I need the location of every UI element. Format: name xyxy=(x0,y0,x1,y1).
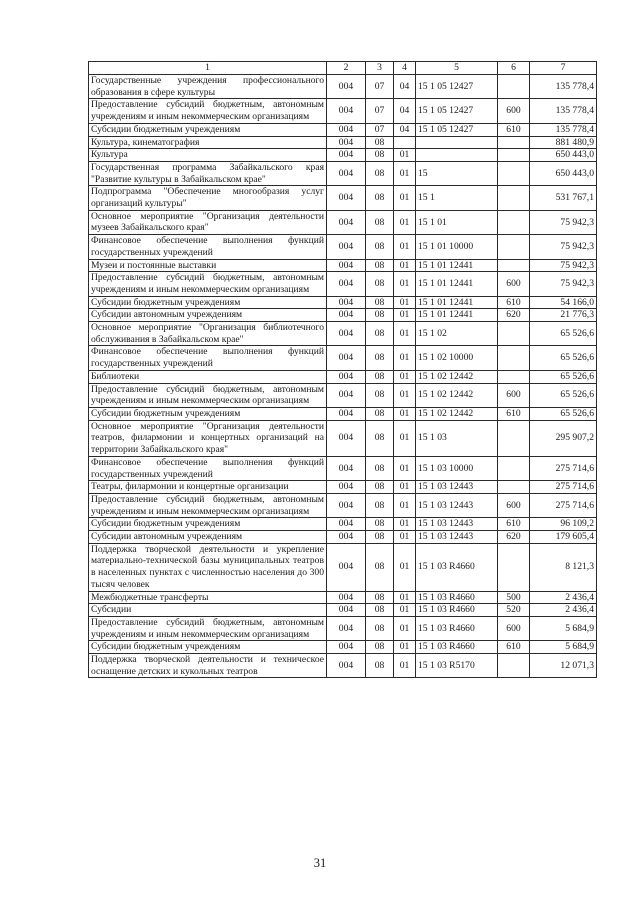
table-row xyxy=(89,604,597,617)
table-row xyxy=(89,272,597,296)
row-section-code: 08 xyxy=(366,149,394,162)
row-amount: 21 776,3 xyxy=(530,309,597,322)
table-row xyxy=(89,383,597,407)
row-amount: 5 684,9 xyxy=(530,641,597,654)
table-row xyxy=(89,518,597,531)
row-name: Основное мероприятие "Организация библиотечного обслуживания в Забайкальском крае" xyxy=(89,322,327,346)
table-body xyxy=(89,75,597,678)
row-expense-type: 610 xyxy=(498,123,530,136)
row-subsection-code: 01 xyxy=(394,259,416,272)
row-subsection-code: 01 xyxy=(394,531,416,544)
row-target-article: 15 1 03 R4660 xyxy=(416,616,498,640)
row-subsection-code: 01 xyxy=(394,604,416,617)
row-target-article: 15 1 02 12442 xyxy=(416,407,498,420)
row-target-article: 15 1 03 R4660 xyxy=(416,591,498,604)
row-subsection-code: 01 xyxy=(394,456,416,480)
row-subsection-code: 01 xyxy=(394,186,416,210)
row-expense-type: 620 xyxy=(498,531,530,544)
row-section-code: 08 xyxy=(366,641,394,654)
row-expense-type xyxy=(498,235,530,259)
table-row xyxy=(89,531,597,544)
row-grbs-code: 004 xyxy=(327,604,366,617)
row-name: Поддержка творческой деятельности и укрепление материально-технической базы муниципальных театров в населенных пунктах с численностью населения до 300 тысяч человек xyxy=(89,543,327,591)
row-subsection-code: 01 xyxy=(394,309,416,322)
page-number: 31 xyxy=(313,856,327,870)
row-subsection-code: 01 xyxy=(394,481,416,494)
table-row xyxy=(89,346,597,370)
header-col-3: 3 xyxy=(366,62,394,75)
row-name: Библиотеки xyxy=(89,370,327,383)
table-row xyxy=(89,407,597,420)
row-expense-type xyxy=(498,322,530,346)
row-amount: 65 526,6 xyxy=(530,346,597,370)
row-name: Субсидии бюджетным учреждениям xyxy=(89,641,327,654)
row-grbs-code: 004 xyxy=(327,259,366,272)
row-amount: 2 436,4 xyxy=(530,604,597,617)
row-subsection-code: 01 xyxy=(394,235,416,259)
row-name: Финансовое обеспечение выполнения функций государственных учреждений xyxy=(89,456,327,480)
row-expense-type xyxy=(498,543,530,591)
row-expense-type xyxy=(498,346,530,370)
row-grbs-code: 004 xyxy=(327,616,366,640)
row-section-code: 08 xyxy=(366,272,394,296)
row-subsection-code: 01 xyxy=(394,493,416,517)
row-target-article: 15 1 xyxy=(416,186,498,210)
row-expense-type: 610 xyxy=(498,296,530,309)
row-section-code: 08 xyxy=(366,383,394,407)
row-section-code: 08 xyxy=(366,136,394,149)
row-section-code: 08 xyxy=(366,161,394,185)
row-section-code: 08 xyxy=(366,322,394,346)
table-row xyxy=(89,309,597,322)
row-subsection-code: 01 xyxy=(394,616,416,640)
row-name: Предоставление субсидий бюджетным, автономным учреждениям и иным некоммерческим организациям xyxy=(89,616,327,640)
table-row xyxy=(89,420,597,456)
row-target-article: 15 1 01 10000 xyxy=(416,235,498,259)
row-target-article: 15 1 03 R4660 xyxy=(416,604,498,617)
row-subsection-code xyxy=(394,136,416,149)
row-amount: 275 714,6 xyxy=(530,481,597,494)
table-row xyxy=(89,235,597,259)
row-grbs-code: 004 xyxy=(327,407,366,420)
row-expense-type xyxy=(498,186,530,210)
row-name: Основное мероприятие "Организация деятельности музеев Забайкальского края" xyxy=(89,210,327,234)
row-section-code: 08 xyxy=(366,296,394,309)
row-amount: 135 778,4 xyxy=(530,123,597,136)
row-name: Субсидии бюджетным учреждениям xyxy=(89,518,327,531)
row-section-code: 08 xyxy=(366,604,394,617)
row-section-code: 08 xyxy=(366,370,394,383)
row-name: Субсидии xyxy=(89,604,327,617)
row-section-code: 08 xyxy=(366,259,394,272)
table-row xyxy=(89,322,597,346)
row-subsection-code: 01 xyxy=(394,383,416,407)
row-expense-type: 610 xyxy=(498,641,530,654)
row-target-article: 15 1 03 10000 xyxy=(416,456,498,480)
row-target-article: 15 1 03 12443 xyxy=(416,518,498,531)
row-target-article: 15 1 05 12427 xyxy=(416,75,498,99)
row-subsection-code: 04 xyxy=(394,123,416,136)
row-subsection-code: 01 xyxy=(394,543,416,591)
row-amount: 65 526,6 xyxy=(530,370,597,383)
row-grbs-code: 004 xyxy=(327,123,366,136)
row-target-article: 15 1 01 12441 xyxy=(416,259,498,272)
row-subsection-code: 01 xyxy=(394,272,416,296)
row-expense-type xyxy=(498,161,530,185)
row-grbs-code: 004 xyxy=(327,493,366,517)
row-amount: 65 526,6 xyxy=(530,322,597,346)
row-name: Межбюджетные трансферты xyxy=(89,591,327,604)
row-grbs-code: 004 xyxy=(327,296,366,309)
row-name: Музеи и постоянные выставки xyxy=(89,259,327,272)
row-name: Предоставление субсидий бюджетным, автономным учреждениям и иным некоммерческим организациям xyxy=(89,383,327,407)
header-col-4: 4 xyxy=(394,62,416,75)
row-section-code: 08 xyxy=(366,420,394,456)
row-subsection-code: 01 xyxy=(394,370,416,383)
row-target-article xyxy=(416,149,498,162)
row-grbs-code: 004 xyxy=(327,481,366,494)
table-row xyxy=(89,481,597,494)
row-expense-type: 520 xyxy=(498,604,530,617)
row-subsection-code: 01 xyxy=(394,296,416,309)
header-row xyxy=(89,62,597,75)
row-target-article: 15 1 03 R5170 xyxy=(416,654,498,678)
row-grbs-code: 004 xyxy=(327,654,366,678)
row-name: Театры, филармонии и концертные организации xyxy=(89,481,327,494)
row-amount: 650 443,0 xyxy=(530,161,597,185)
row-subsection-code: 01 xyxy=(394,346,416,370)
row-amount: 96 109,2 xyxy=(530,518,597,531)
row-amount: 650 443,0 xyxy=(530,149,597,162)
row-target-article: 15 1 05 12427 xyxy=(416,99,498,123)
row-section-code: 07 xyxy=(366,123,394,136)
row-amount: 135 778,4 xyxy=(530,99,597,123)
row-subsection-code: 01 xyxy=(394,407,416,420)
row-grbs-code: 004 xyxy=(327,531,366,544)
row-subsection-code: 01 xyxy=(394,161,416,185)
row-section-code: 07 xyxy=(366,75,394,99)
table-row xyxy=(89,654,597,678)
row-name: Предоставление субсидий бюджетным, автономным учреждениям и иным некоммерческим организациям xyxy=(89,272,327,296)
row-grbs-code: 004 xyxy=(327,210,366,234)
row-section-code: 08 xyxy=(366,210,394,234)
row-name: Субсидии бюджетным учреждениям xyxy=(89,407,327,420)
table-row xyxy=(89,161,597,185)
row-subsection-code: 04 xyxy=(394,75,416,99)
row-grbs-code: 004 xyxy=(327,420,366,456)
row-amount: 2 436,4 xyxy=(530,591,597,604)
row-expense-type xyxy=(498,654,530,678)
row-target-article: 15 1 01 12441 xyxy=(416,296,498,309)
header-col-5: 5 xyxy=(416,62,498,75)
row-expense-type: 500 xyxy=(498,591,530,604)
row-target-article: 15 1 01 xyxy=(416,210,498,234)
row-amount: 295 907,2 xyxy=(530,420,597,456)
row-subsection-code: 01 xyxy=(394,322,416,346)
row-amount: 65 526,6 xyxy=(530,383,597,407)
row-subsection-code: 01 xyxy=(394,641,416,654)
row-amount: 179 605,4 xyxy=(530,531,597,544)
row-grbs-code: 004 xyxy=(327,186,366,210)
row-name: Основное мероприятие "Организация деятельности театров, филармонии и концертных организаций на территории Забайкальского края" xyxy=(89,420,327,456)
row-expense-type: 600 xyxy=(498,493,530,517)
row-amount: 275 714,6 xyxy=(530,456,597,480)
row-amount: 54 166,0 xyxy=(530,296,597,309)
row-grbs-code: 004 xyxy=(327,161,366,185)
header-col-7: 7 xyxy=(530,62,597,75)
table-row xyxy=(89,370,597,383)
header-col-6: 6 xyxy=(498,62,530,75)
row-name: Субсидии бюджетным учреждениям xyxy=(89,123,327,136)
row-target-article: 15 1 03 xyxy=(416,420,498,456)
row-grbs-code: 004 xyxy=(327,383,366,407)
row-section-code: 08 xyxy=(366,531,394,544)
row-amount: 275 714,6 xyxy=(530,493,597,517)
row-target-article: 15 1 03 12443 xyxy=(416,481,498,494)
header-col-1: 1 xyxy=(89,62,327,75)
table-header xyxy=(89,62,597,75)
row-name: Субсидии бюджетным учреждениям xyxy=(89,296,327,309)
row-grbs-code: 004 xyxy=(327,543,366,591)
row-grbs-code: 004 xyxy=(327,75,366,99)
row-target-article: 15 1 02 10000 xyxy=(416,346,498,370)
row-target-article: 15 1 02 xyxy=(416,322,498,346)
table-row xyxy=(89,456,597,480)
row-amount: 135 778,4 xyxy=(530,75,597,99)
row-grbs-code: 004 xyxy=(327,370,366,383)
row-amount: 75 942,3 xyxy=(530,259,597,272)
row-expense-type xyxy=(498,481,530,494)
row-name: Подпрограмма "Обеспечение многообразия услуг организаций культуры" xyxy=(89,186,327,210)
row-expense-type: 610 xyxy=(498,407,530,420)
row-name: Финансовое обеспечение выполнения функций государственных учреждений xyxy=(89,235,327,259)
row-amount: 12 071,3 xyxy=(530,654,597,678)
row-expense-type xyxy=(498,210,530,234)
row-expense-type xyxy=(498,420,530,456)
row-expense-type xyxy=(498,456,530,480)
row-section-code: 08 xyxy=(366,309,394,322)
row-subsection-code: 04 xyxy=(394,99,416,123)
row-grbs-code: 004 xyxy=(327,309,366,322)
table-row xyxy=(89,75,597,99)
row-grbs-code: 004 xyxy=(327,235,366,259)
table-row xyxy=(89,591,597,604)
row-name: Финансовое обеспечение выполнения функций государственных учреждений xyxy=(89,346,327,370)
row-amount: 65 526,6 xyxy=(530,407,597,420)
row-subsection-code: 01 xyxy=(394,210,416,234)
row-section-code: 08 xyxy=(366,481,394,494)
row-section-code: 08 xyxy=(366,186,394,210)
row-name: Предоставление субсидий бюджетным, автономным учреждениям и иным некоммерческим организациям xyxy=(89,99,327,123)
row-section-code: 08 xyxy=(366,235,394,259)
row-name: Поддержка творческой деятельности и техническое оснащение детских и кукольных театров xyxy=(89,654,327,678)
table-row xyxy=(89,99,597,123)
row-name: Государственные учреждения профессионального образования в сфере культуры xyxy=(89,75,327,99)
row-amount: 881 480,9 xyxy=(530,136,597,149)
row-subsection-code: 01 xyxy=(394,420,416,456)
row-target-article: 15 1 01 12441 xyxy=(416,309,498,322)
row-grbs-code: 004 xyxy=(327,149,366,162)
row-amount: 75 942,3 xyxy=(530,272,597,296)
row-expense-type: 610 xyxy=(498,518,530,531)
row-section-code: 08 xyxy=(366,518,394,531)
row-section-code: 08 xyxy=(366,407,394,420)
table-row xyxy=(89,149,597,162)
row-amount: 8 121,3 xyxy=(530,543,597,591)
row-expense-type xyxy=(498,136,530,149)
row-expense-type: 600 xyxy=(498,383,530,407)
budget-table xyxy=(88,61,597,678)
row-grbs-code: 004 xyxy=(327,346,366,370)
row-subsection-code: 01 xyxy=(394,654,416,678)
table-row xyxy=(89,641,597,654)
row-expense-type xyxy=(498,149,530,162)
row-target-article: 15 1 03 12443 xyxy=(416,531,498,544)
row-name: Культура, кинематография xyxy=(89,136,327,149)
row-section-code: 08 xyxy=(366,543,394,591)
row-expense-type: 600 xyxy=(498,616,530,640)
table-row xyxy=(89,186,597,210)
row-section-code: 08 xyxy=(366,456,394,480)
row-section-code: 08 xyxy=(366,493,394,517)
row-target-article: 15 1 02 12442 xyxy=(416,383,498,407)
row-name: Субсидии автономным учреждениям xyxy=(89,309,327,322)
row-grbs-code: 004 xyxy=(327,591,366,604)
row-name: Предоставление субсидий бюджетным, автономным учреждениям и иным некоммерческим организациям xyxy=(89,493,327,517)
row-grbs-code: 004 xyxy=(327,456,366,480)
table-row xyxy=(89,543,597,591)
row-subsection-code: 01 xyxy=(394,518,416,531)
table-row xyxy=(89,210,597,234)
table-row xyxy=(89,259,597,272)
row-target-article: 15 1 05 12427 xyxy=(416,123,498,136)
row-name: Государственная программа Забайкальского края "Развитие культуры в Забайкальском крае" xyxy=(89,161,327,185)
row-expense-type xyxy=(498,75,530,99)
row-expense-type: 600 xyxy=(498,272,530,296)
row-name: Субсидии автономным учреждениям xyxy=(89,531,327,544)
row-name: Культура xyxy=(89,149,327,162)
row-amount: 75 942,3 xyxy=(530,235,597,259)
row-target-article: 15 1 03 R4660 xyxy=(416,641,498,654)
row-target-article: 15 1 03 12443 xyxy=(416,493,498,517)
table-row xyxy=(89,123,597,136)
row-amount: 5 684,9 xyxy=(530,616,597,640)
row-target-article: 15 xyxy=(416,161,498,185)
row-expense-type xyxy=(498,370,530,383)
row-target-article: 15 1 02 12442 xyxy=(416,370,498,383)
row-grbs-code: 004 xyxy=(327,136,366,149)
row-section-code: 08 xyxy=(366,346,394,370)
header-col-2: 2 xyxy=(327,62,366,75)
row-grbs-code: 004 xyxy=(327,272,366,296)
row-section-code: 08 xyxy=(366,654,394,678)
row-amount: 531 767,1 xyxy=(530,186,597,210)
row-expense-type xyxy=(498,259,530,272)
row-target-article: 15 1 03 R4660 xyxy=(416,543,498,591)
table-row xyxy=(89,616,597,640)
row-grbs-code: 004 xyxy=(327,641,366,654)
row-amount: 75 942,3 xyxy=(530,210,597,234)
row-target-article: 15 1 01 12441 xyxy=(416,272,498,296)
row-grbs-code: 004 xyxy=(327,322,366,346)
row-subsection-code: 01 xyxy=(394,591,416,604)
row-section-code: 07 xyxy=(366,99,394,123)
row-grbs-code: 004 xyxy=(327,518,366,531)
row-target-article xyxy=(416,136,498,149)
row-grbs-code: 004 xyxy=(327,99,366,123)
table-row xyxy=(89,493,597,517)
row-section-code: 08 xyxy=(366,616,394,640)
row-subsection-code: 01 xyxy=(394,149,416,162)
row-section-code: 08 xyxy=(366,591,394,604)
row-expense-type: 620 xyxy=(498,309,530,322)
table-row xyxy=(89,136,597,149)
row-expense-type: 600 xyxy=(498,99,530,123)
table-row xyxy=(89,296,597,309)
